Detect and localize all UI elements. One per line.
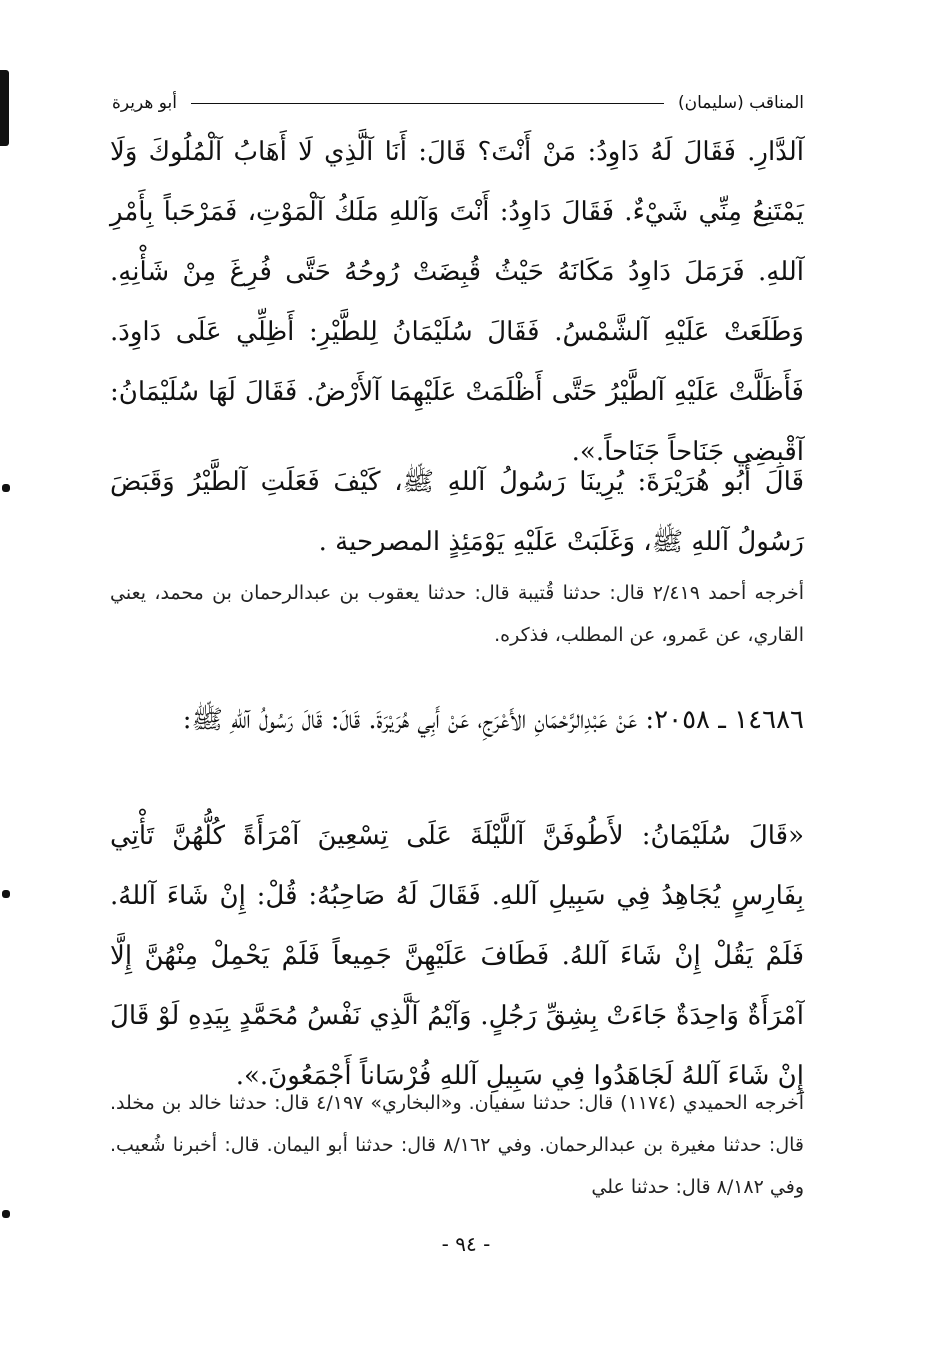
- scan-dot: [2, 1210, 10, 1218]
- scan-edge-mark: [0, 70, 9, 146]
- header-section-title: المناقب (سليمان): [677, 93, 804, 113]
- hadith-isnad: ١٤٦٨٦ ـ ٢٠٥٨: عَنْ عَبْدِالرَّحْمَانِ الأَعْرَجِ، عَنْ أَبِي هُرَيْرَةَ. قَالَ: قَالَ رَسُولُ آللهِ ﷺ:: [182, 705, 804, 735]
- scan-dot: [2, 484, 10, 492]
- takhrij-note-2: [110, 1082, 804, 1208]
- hadith-remark-text: قَالَ أَبُو هُرَيْرَةَ: يُرِينَا رَسُولُ آللهِ ﷺ، كَيْفَ فَعَلَتِ آلطَّيْرُ وَقَبَضَ رَسُولُ آللهِ ﷺ، وَغَلَبَتْ عَلَيْهِ يَوْمَئِذٍ المصرحية .: [110, 467, 804, 557]
- takhrij-text-2: أخرجه الحميدي (١١٧٤) قال: حدثنا سفيان. و«البخاري» ٤/١٩٧ قال: حدثنا خالد بن مخلد. قال: حدثنا مغيرة بن عبدالرحمان. وفي ٨/١٦٢ قال: حدثنا أبو اليمان. قال: أخبرنا شُعيب. وفي ٨/١٨٢ قال: حدثنا علي: [110, 1092, 805, 1198]
- hadith-text: آلدَّارِ. فَقَالَ لَهُ دَاوِدُ: مَنْ أَنْتَ؟ قَالَ: أَنَا آلَّذِي لَا أَهَابُ آلْمُلُوكَ وَلَا يَمْتَنِعُ مِنِّي شَيْءٌ. فَقَالَ دَاوِدُ: أَنْتَ وَآللهِ مَلَكُ آلْمَوْتِ، فَمَرْحَباً بِأَمْرِ آللهِ. فَرَمَلَ دَاوِدُ مَكَانَهُ حَيْثُ قُبِضَتْ رُوحُهُ حَتَّى فُرِغَ مِنْ شَأْنِهِ. وَطَلَعَتْ عَلَيْهِ آلشَّمْسُ. فَقَالَ سُلَيْمَانُ لِلطَّيْرِ: أَظِلِّي عَلَى دَاوِدَ. فَأَظَلَّتْ عَلَيْهِ آلطَّيْرُ حَتَّى أَظْلَمَتْ عَلَيْهِمَا آلأَرْضُ. فَقَالَ لَهَا سُلَيْمَانُ: آقْبِضِي جَنَاحاً جَنَاحاً.».: [110, 137, 804, 467]
- scan-dot: [2, 890, 10, 898]
- hadith-matn-text: «قَالَ سُلَيْمَانُ: لأَطُوفَنَّ آللَّيْلَةَ عَلَى تِسْعِينَ آمْرَأَةً كُلُّهُنَّ تَأْتِي بِفَارِسٍ يُجَاهِدُ فِي سَبِيلِ آللهِ. فَقَالَ لَهُ صَاحِبُهُ: قُلْ: إِنْ شَاءَ آللهُ. فَلَمْ يَقُلْ إِنْ شَاءَ آللهُ. فَطَافَ عَلَيْهِنَّ جَمِيعاً فَلَمْ يَحْمِلْ مِنْهُنَّ إِلَّا آمْرَأَةٌ وَاحِدَةٌ جَاءَتْ بِشِقِّ رَجُلٍ. وَآيْمُ آلَّذِي نَفْسُ مُحَمَّدٍ بِيَدِهِ لَوْ قَالَ إِنْ شَاءَ آللهُ لَجَاهَدُوا فِي سَبِيلِ آللهِ فُرْسَاناً أَجْمَعُونَ.».: [110, 821, 804, 1091]
- hadith-heading: [110, 690, 804, 750]
- takhrij-text: أخرجه أحمد ٢/٤١٩ قال: حدثنا قُتيبة قال: حدثنا يعقوب بن عبدالرحمان بن محمد، يعني القاري، عن عَمرو، عن المطلب، فذكره.: [110, 582, 804, 646]
- header-narrator: أبو هريرة: [112, 93, 178, 113]
- hadith-continuation: [110, 122, 804, 482]
- running-header: [112, 88, 804, 118]
- abu-hurayra-remark: [110, 452, 804, 572]
- page-number: - ٩٤ -: [441, 1232, 491, 1256]
- header-rule: [191, 103, 664, 104]
- hadith-matn: [110, 806, 804, 1106]
- takhrij-note-1: [110, 572, 804, 656]
